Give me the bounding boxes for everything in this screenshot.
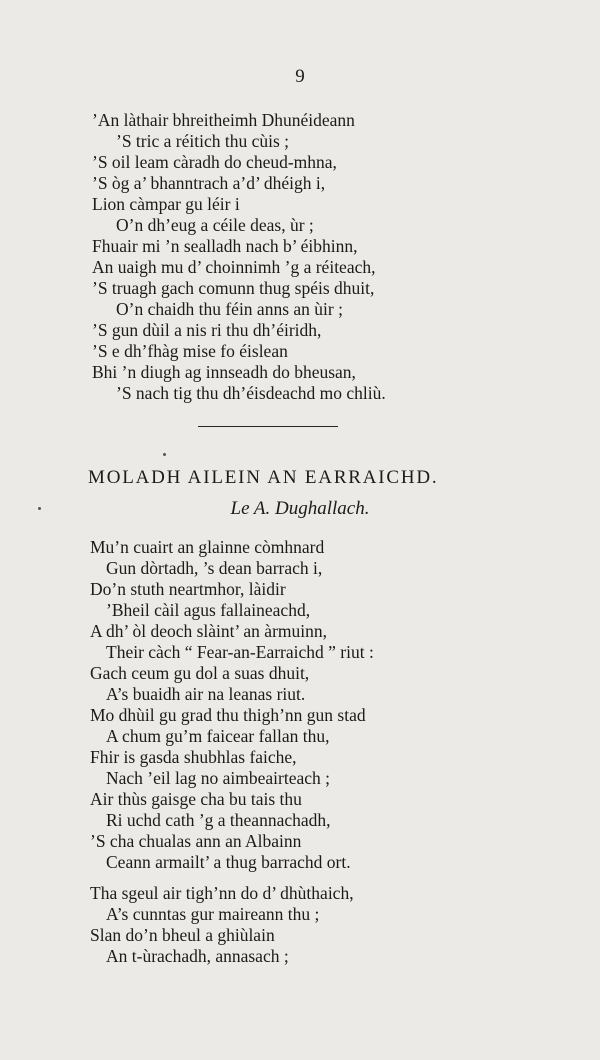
verse-line: Gun dòrtadh, ’s dean barrach i, [106, 558, 323, 578]
verse-line: Lion càmpar gu léir i [92, 194, 240, 214]
verse-line: Tha sgeul air tigh’nn do d’ dhùthaich, [90, 883, 354, 903]
verse-line: Fhuair mi ’n sealladh nach b’ éibhinn, [92, 236, 358, 256]
verse-line: ’S òg a’ bhanntrach a’d’ dhéigh i, [92, 173, 326, 193]
verse-line: A’s buaidh air na leanas riut. [106, 684, 306, 704]
verse-line: ’S nach tig thu dh’éisdeachd mo chliù. [116, 383, 386, 403]
verse-line: ’An làthair bhreitheimh Dhunéideann [92, 110, 355, 130]
verse-line: ’S e dh’fhàg mise fo éislean [92, 341, 288, 361]
verse-line: Their càch “ Fear-an-Earraichd ” riut : [106, 642, 374, 662]
verse-line: A dh’ òl deoch slàint’ an àrmuinn, [90, 621, 328, 641]
verse-line: Nach ’eil lag no aimbeairteach ; [106, 768, 330, 788]
verse-line: O’n chaidh thu féin anns an ùir ; [116, 299, 343, 319]
verse-line: Air thùs gaisge cha bu tais thu [90, 789, 302, 809]
verse-line: ’S tric a réitich thu cùis ; [116, 131, 290, 151]
ink-speck [38, 507, 41, 510]
verse-line: O’n dh’eug a céile deas, ùr ; [116, 215, 314, 235]
verse-line: ’S oil leam càradh do cheud-mhna, [92, 152, 337, 172]
section-divider [198, 426, 338, 427]
verse-line: Slan do’n bheul a ghiùlain [90, 925, 275, 945]
ink-speck [163, 453, 166, 456]
verse-line: Do’n stuth neartmhor, làidir [90, 579, 286, 599]
verse-line: ’S cha chualas ann an Albainn [90, 831, 302, 851]
verse-line: An uaigh mu d’ choinnimh ’g a réiteach, [92, 257, 376, 277]
verse-line: A chum gu’m faicear fallan thu, [106, 726, 330, 746]
verse-line: Bhi ’n diugh ag innseadh do bheusan, [92, 362, 356, 382]
verse-line: Ceann armailt’ a thug barrachd ort. [106, 852, 351, 872]
verse-line: Mo dhùil gu grad thu thigh’nn gun stad [90, 705, 366, 725]
verse-line: ’S gun dùil a nis ri thu dh’éiridh, [92, 320, 322, 340]
verse-line: Mu’n cuairt an glainne còmhnard [90, 537, 325, 557]
page-number: 9 [295, 66, 305, 87]
verse-line: ’Bheil càil agus fallaineachd, [106, 600, 311, 620]
poem-title: MOLADH AILEIN AN EARRAICHD. [88, 467, 439, 488]
verse-line: Gach ceum gu dol a suas dhuit, [90, 663, 310, 683]
verse-line: ’S truagh gach comunn thug spéis dhuit, [92, 278, 375, 298]
verse-line: Fhir is gasda shubhlas faiche, [90, 747, 297, 767]
verse-line: Ri uchd cath ’g a theannachadh, [106, 810, 331, 830]
poem-author: Le A. Dughallach. [230, 498, 370, 519]
verse-line: A’s cunntas gur maireann thu ; [106, 904, 320, 924]
verse-line: An t-ùrachadh, annasach ; [106, 946, 289, 966]
